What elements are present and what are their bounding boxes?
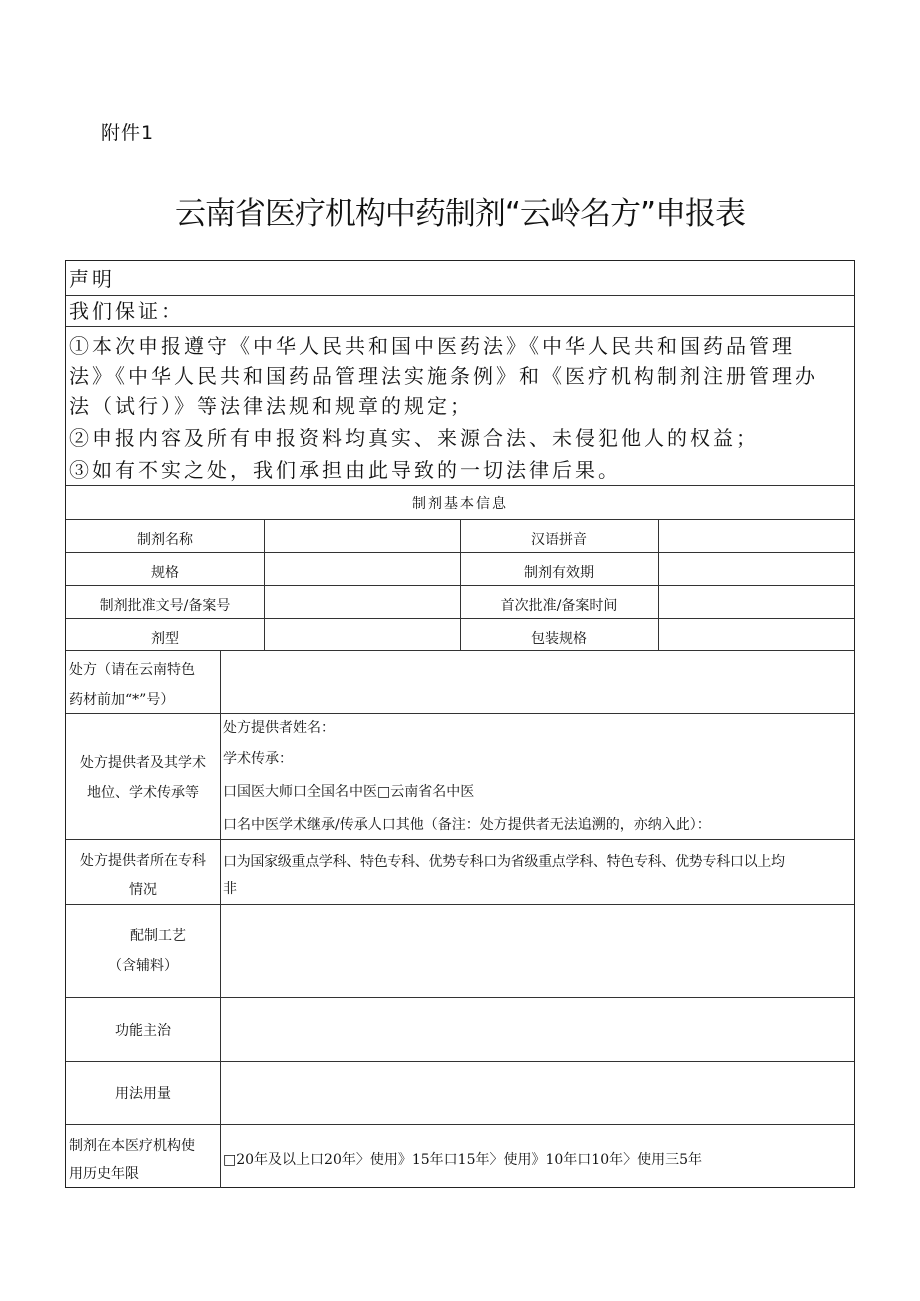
specialty-options-line2[interactable]: 非: [223, 881, 237, 897]
row-divider: [66, 326, 854, 327]
declaration-heading: 声明: [69, 267, 115, 291]
input-validity[interactable]: [659, 553, 854, 585]
label-packaging: 包装规格: [531, 630, 587, 647]
label-prescription-line2: 药材前加“*”号）: [69, 692, 175, 708]
row-divider: [66, 839, 854, 840]
label-process-line1: 配制工艺: [130, 928, 186, 944]
label-provider-line2: 地位、学术传承等: [87, 785, 199, 801]
label-approval-number: 制剂批准文号/备案号: [99, 597, 231, 614]
label-provider-line1: 处方提供者及其学术: [80, 755, 206, 771]
attachment-label: 附件1: [101, 122, 155, 144]
input-pinyin[interactable]: [659, 520, 854, 552]
provider-options-line2[interactable]: 口名中医学术继承/传承人口其他（备注：处方提供者无法追溯的，亦纳入此）：: [223, 817, 711, 833]
label-function: 功能主治: [115, 1022, 171, 1039]
input-first-approval-time[interactable]: [659, 586, 854, 618]
declaration-line: 法（试行）》等法律法规和规章的规定；: [69, 394, 473, 418]
input-specification[interactable]: [265, 553, 459, 585]
input-packaging[interactable]: [659, 619, 854, 650]
row-divider: [66, 713, 854, 714]
history-options[interactable]: □20年及以上口20年〉使用》15年口15年〉使用》10年口10年〉使用三5年: [223, 1152, 703, 1168]
label-specification: 规格: [151, 564, 179, 581]
declaration-line: ①本次申报遵守《中华人民共和国中医药法》《中华人民共和国药品管理: [69, 334, 795, 358]
label-prescription-line1: 处方（请在云南特色: [69, 662, 195, 678]
basic-info-section-title: 制剂基本信息: [412, 495, 508, 512]
declaration-line: ②申报内容及所有申报资料均真实、来源合法、未侵犯他人的权益；: [69, 426, 759, 450]
input-approval-number[interactable]: [265, 586, 459, 618]
label-history-line2: 用历史年限: [69, 1166, 139, 1182]
declaration-line: 法》《中华人民共和国药品管理法实施条例》和《医疗机构制剂注册管理办: [69, 364, 818, 388]
input-process[interactable]: [221, 905, 854, 997]
input-usage[interactable]: [221, 1062, 854, 1124]
label-preparation-name: 制剂名称: [137, 531, 193, 548]
label-usage: 用法用量: [115, 1086, 171, 1102]
label-specialty-line2: 情况: [129, 882, 157, 898]
input-dosage-form[interactable]: [265, 619, 459, 650]
row-divider: [66, 295, 854, 296]
label-validity: 制剂有效期: [524, 564, 594, 581]
provider-name-line[interactable]: 处方提供者姓名：: [223, 720, 335, 736]
label-history-line1: 制剂在本医疗机构使: [69, 1138, 195, 1154]
label-dosage-form: 剂型: [151, 630, 179, 647]
input-function[interactable]: [221, 998, 854, 1061]
provider-options-line1[interactable]: 口国医大师口全国名中医□云南省名中医: [223, 784, 475, 800]
provider-inheritance-line[interactable]: 学术传承：: [223, 751, 293, 767]
declaration-line: ③如有不实之处，我们承担由此导致的一切法律后果。: [69, 458, 621, 482]
page-title: 云南省医疗机构中药制剂“云岭名方”申报表: [174, 196, 746, 232]
label-first-approval-time: 首次批准/备案时间: [500, 597, 618, 614]
row-divider: [66, 1124, 854, 1125]
label-pinyin: 汉语拼音: [531, 531, 587, 548]
specialty-options-line1[interactable]: 口为国家级重点学科、特色专科、优势专科口为省级重点学科、特色专科、优势专科口以上均: [223, 854, 785, 870]
application-form-table: [65, 260, 855, 1188]
input-preparation-name[interactable]: [265, 520, 459, 552]
we-guarantee: 我们保证：: [69, 299, 184, 323]
label-specialty-line1: 处方提供者所在专科: [80, 853, 206, 869]
label-process-line2: （含辅料）: [108, 958, 178, 974]
input-prescription[interactable]: [221, 651, 854, 713]
